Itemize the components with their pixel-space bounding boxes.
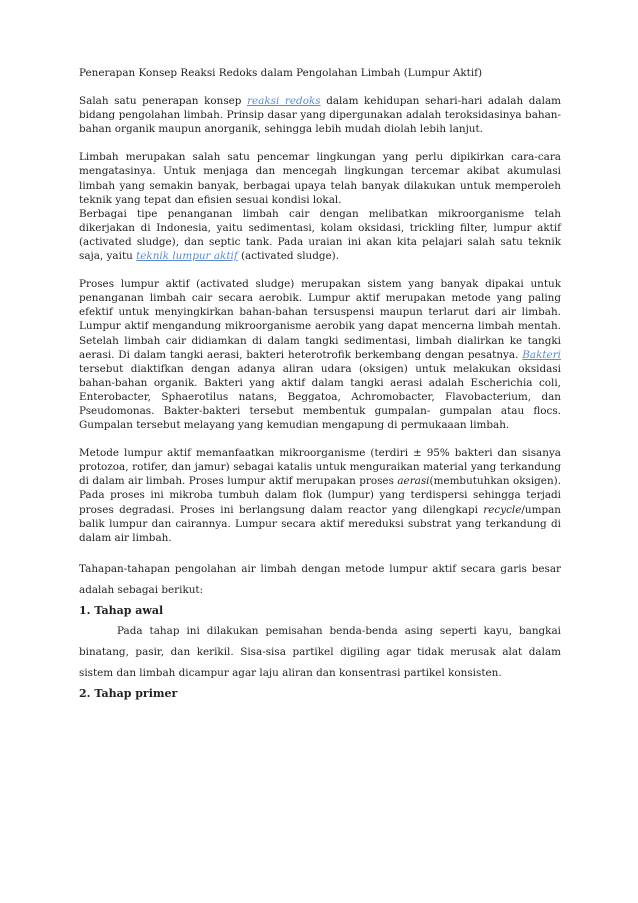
paragraph-4-text-a: Proses lumpur aktif (activated sludge) merupakan sistem yang banyak dipakai untuk penanganan limbah cair secara aerobik. Lumpur aktif merupakan metode yang paling efektif untuk menyingkirkan bahan-bahan tersuspensi maupun terlarut dari air limbah. Lumpur aktif mengandung mikroorganisme aerobik yang dapat mencerna limbah mentah. Setelah limbah cair didiamkan di dalam tangki sedimentasi, limbah dialirkan ke tangki aerasi. Di dalam tangki aerasi, bakteri heterotrofik berkembang dengan pesatnya. bbox=[79, 278, 561, 361]
link-bakteri[interactable]: Bakteri bbox=[522, 348, 561, 361]
paragraph-2: Limbah merupakan salah satu pencemar lingkungan yang perlu dipikirkan cara-cara mengatasinya. Untuk menjaga dan mencegah lingkungan tercemar akibat akumulasi limbah yang semakin banyak, berbagai upaya telah banyak dilakukan untuk memperoleh teknik yang tepat dan efisien sesuai kondisi lokal. bbox=[79, 151, 561, 206]
paragraph-5 bbox=[79, 446, 561, 545]
document-title: Penerapan Konsep Reaksi Redoks dalam Pengolahan Limbah (Lumpur Aktif) bbox=[79, 67, 483, 79]
link-teknik-lumpur-aktif[interactable]: teknik lumpur aktif bbox=[136, 250, 238, 263]
paragraph-1-text-b: dalam kehidupan sehari-hari adalah dalam bidang pengolahan limbah. Prinsip dasar yang dipergunakan adalah teroksidasinya bahan-bahan organik maupun anorganik, sehingga lebih mudah diolah lebih lanjut. bbox=[79, 95, 561, 136]
paragraph-1 bbox=[79, 94, 561, 136]
paragraph-5-text-b: (membutuhkan oksigen). Pada proses ini mikroba tumbuh dalam flok (lumpur) yang terdispersi sehingga terjadi proses degradasi. Proses ini berlangsung dalam reactor yang dilengkapi bbox=[79, 475, 561, 516]
heading-tahap-primer: 2. Tahap primer bbox=[79, 686, 178, 700]
paragraph-5-text-c: /umpan balik lumpur dan cairannya. Lumpur secara aktif mereduksi substrat yang terkandung di dalam air limbah. bbox=[79, 503, 561, 544]
paragraph-5-text-a: Metode lumpur aktif memanfaatkan mikroorganisme (terdiri ± 95% bakteri dan sisanya protozoa, rotifer, dan jamur) sebagai katalis untuk menguraikan material yang terkandung di dalam air limbah. Proses lumpur aktif merupakan proses bbox=[79, 447, 561, 488]
paragraph-7: Pada tahap ini dilakukan pemisahan benda-benda asing seperti kayu, bangkai binatang, pasir, dan kerikil. Sisa-sisa partikel digiling agar tidak merusak alat dalam sistem dan limbah dicampur agar laju aliran dan konsentrasi partikel konsisten. bbox=[79, 624, 561, 679]
paragraph-3-text-a: Berbagai tipe penanganan limbah cair dengan melibatkan mikroorganisme telah dikerjakan di Indonesia, yaitu sedimentasi, kolam oksidasi, trickling filter, lumpur aktif (activated sludge), dan septic tank. Pada uraian ini akan kita pelajari salah satu teknik saja, yaitu bbox=[79, 207, 561, 263]
document-page bbox=[79, 66, 561, 704]
heading-tahap-awal: 1. Tahap awal bbox=[79, 603, 164, 617]
paragraph-4-text-b: tersebut diaktifkan dengan adanya aliran udara (oksigen) untuk melakukan oksidasi bahan-bahan organik. Bakteri yang aktif dalam tangki aerasi adalah Escherichia coli, Enterobacter, Sphaerotilus natans, Beggatoa, Achromobacter, Flavobacterium, dan Pseudomonas. Bakter-bakteri tersebut membentuk gumpalan- gumpalan atau flocs. Gumpalan tersebut melayang yang kemudian mengapung di permukaaan limbah. bbox=[79, 362, 561, 432]
paragraph-6: Tahapan-tahapan pengolahan air limbah dengan metode lumpur aktif secara garis besar adalah sebagai berikut: bbox=[79, 562, 561, 596]
paragraph-3-text-b: (activated sludge). bbox=[237, 250, 340, 263]
paragraph-4 bbox=[79, 277, 561, 432]
paragraph-5-em-recycle: recycle bbox=[483, 503, 522, 516]
link-reaksi-redoks[interactable]: reaksi redoks bbox=[247, 95, 321, 108]
paragraph-1-text-a: Salah satu penerapan konsep bbox=[79, 95, 248, 108]
paragraph-3 bbox=[79, 207, 561, 263]
paragraph-5-em-aerasi: aerasi bbox=[397, 475, 430, 488]
